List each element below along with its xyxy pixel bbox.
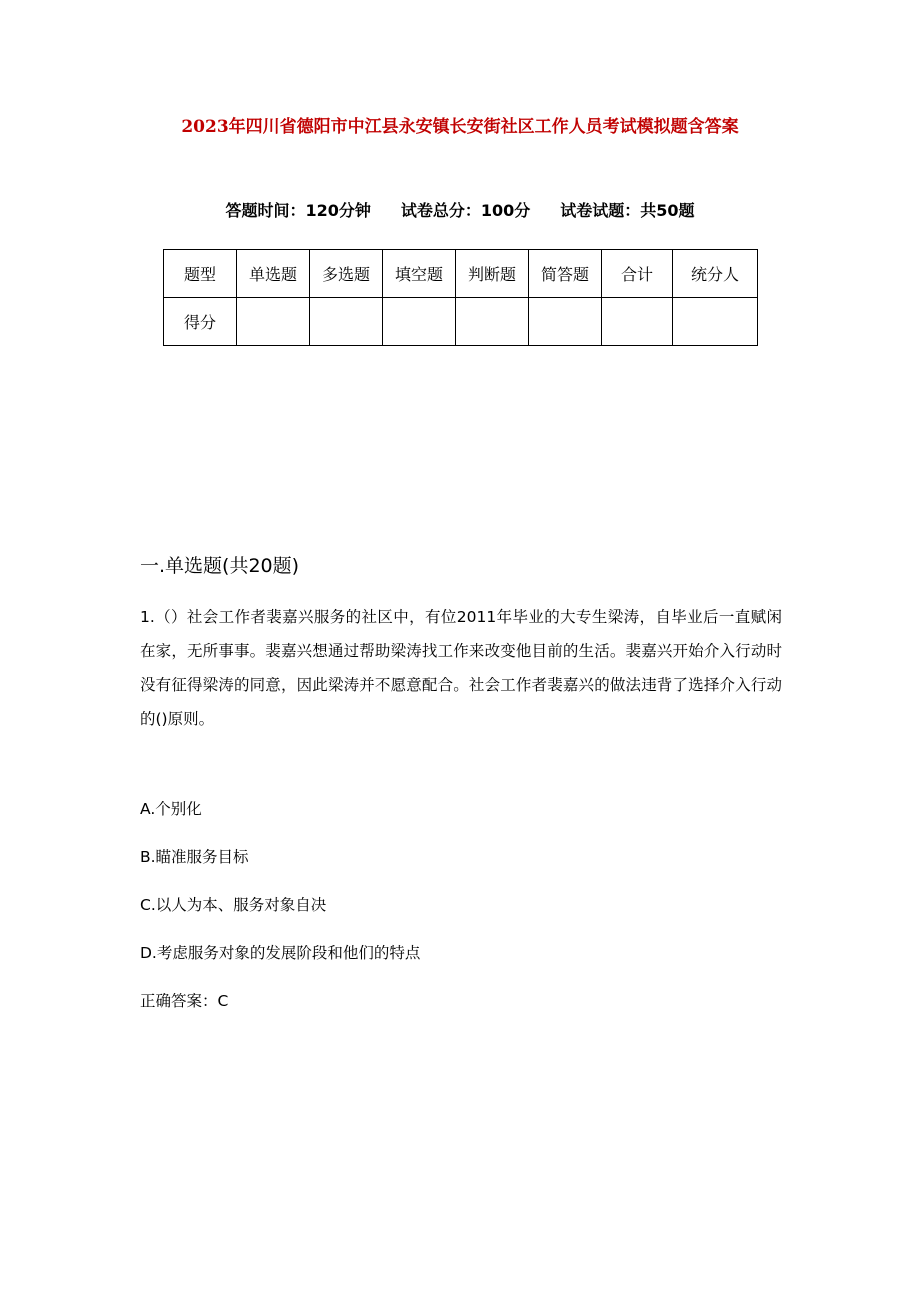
score-table-header-row xyxy=(164,250,758,298)
correct-answer: 正确答案：C xyxy=(140,992,229,1010)
score-cell xyxy=(456,298,529,346)
score-table-row xyxy=(164,298,758,346)
score-table-header: 统分人 xyxy=(673,250,758,298)
option-d: D.考虑服务对象的发展阶段和他们的特点 xyxy=(140,944,421,962)
exam-total-questions: 试卷试题：共50题 xyxy=(560,201,695,220)
score-row-label: 得分 xyxy=(164,298,237,346)
score-table xyxy=(163,249,758,346)
document-title: 2023年四川省德阳市中江县永安镇长安街社区工作人员考试模拟题含答案 xyxy=(181,117,739,137)
score-cell xyxy=(529,298,602,346)
section-heading: 一.单选题(共20题) xyxy=(140,555,300,577)
score-cell xyxy=(602,298,673,346)
score-table-header: 多选题 xyxy=(310,250,383,298)
option-c: C.以人为本、服务对象自决 xyxy=(140,896,327,914)
question-text: 1.（）社会工作者裴嘉兴服务的社区中，有位2011年毕业的大专生梁涛，自毕业后一直赋闲在家，无所事事。裴嘉兴想通过帮助梁涛找工作来改变他目前的生活。裴嘉兴开始介入行动时没有征得梁涛的同意，因此梁涛并不愿意配合。社会工作者裴嘉兴的做法违背了选择介入行动的()原则。 xyxy=(140,608,782,728)
option-a: A.个别化 xyxy=(140,800,202,818)
score-cell xyxy=(310,298,383,346)
score-table-header: 合计 xyxy=(602,250,673,298)
score-table-header: 判断题 xyxy=(456,250,529,298)
option-b: B.瞄准服务目标 xyxy=(140,848,249,866)
exam-time: 答题时间：120分钟 xyxy=(225,201,371,220)
score-table-header: 题型 xyxy=(164,250,237,298)
score-table-header: 填空题 xyxy=(383,250,456,298)
exam-meta xyxy=(0,198,920,221)
exam-total-score: 试卷总分：100分 xyxy=(400,201,531,220)
score-cell xyxy=(673,298,758,346)
score-cell xyxy=(237,298,310,346)
score-table-header: 单选题 xyxy=(237,250,310,298)
score-table-header: 简答题 xyxy=(529,250,602,298)
score-cell xyxy=(383,298,456,346)
